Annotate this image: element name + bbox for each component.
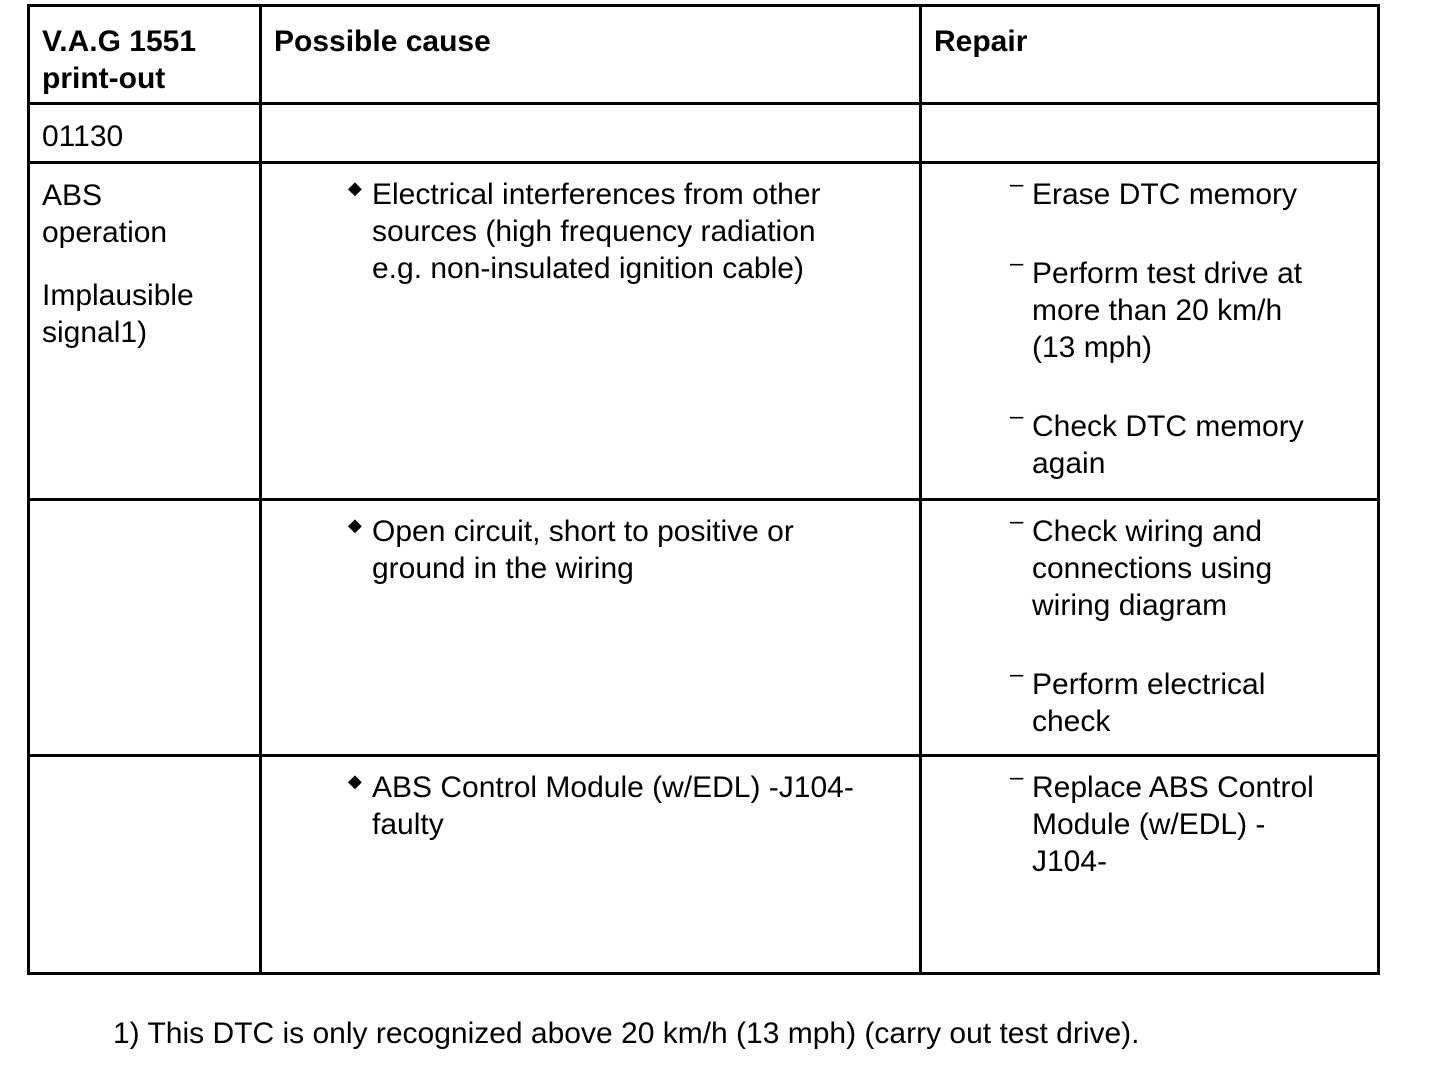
- dash-bullet-icon: –: [1010, 660, 1024, 688]
- diamond-bullet-icon: ◆: [348, 770, 362, 791]
- dtc-table: [27, 4, 1380, 975]
- header-repair-label: Repair: [934, 25, 1028, 58]
- table-row: [29, 163, 1379, 499]
- repair-step: [1010, 171, 1369, 213]
- header-printout-line: print-out: [42, 62, 166, 95]
- header-printout-line: V.A.G 1551: [42, 25, 196, 58]
- text-line: sources (high frequency radiation: [372, 215, 816, 249]
- cause-cell: [261, 755, 921, 973]
- code-cell: [29, 103, 261, 163]
- dash-bullet-icon: –: [1010, 507, 1024, 535]
- text-line: Erase DTC memory: [1032, 178, 1298, 212]
- header-repair: [921, 6, 1379, 104]
- text-line: Check wiring and: [1032, 514, 1263, 548]
- component-cell: [29, 163, 261, 499]
- text-line: J104-: [1032, 844, 1108, 878]
- text-line: wiring diagram: [1032, 588, 1228, 622]
- text-line: ABS Control Module (w/EDL) -J104-: [372, 770, 854, 804]
- text-line: again: [1032, 447, 1106, 481]
- repair-step: [1010, 507, 1369, 624]
- component-name: [42, 177, 247, 251]
- text-line: Implausible: [42, 279, 194, 313]
- text-line: Perform test drive at: [1032, 257, 1303, 291]
- repair-cell: [921, 163, 1379, 499]
- repair-step: [1010, 403, 1369, 482]
- text-line: Check DTC memory: [1032, 410, 1304, 444]
- text-line: operation: [42, 216, 168, 250]
- header-printout: [29, 6, 261, 104]
- table-row: [29, 499, 1379, 755]
- repair-step: [1010, 763, 1369, 880]
- text-line: e.g. non-insulated ignition cable): [372, 252, 804, 286]
- repair-step: [1010, 660, 1369, 740]
- footnote: 1) This DTC is only recognized above 20 km/h (13 mph) (carry out test drive).: [113, 1017, 1140, 1050]
- empty-cell: [29, 499, 261, 755]
- text-line: signal1): [42, 316, 148, 350]
- empty-cell: [261, 103, 921, 163]
- fault-type: [42, 277, 247, 351]
- diamond-bullet-icon: ◆: [348, 514, 362, 535]
- text-line: connections using: [1032, 551, 1273, 585]
- empty-cell: [29, 755, 261, 973]
- text-line: Perform electrical: [1032, 667, 1266, 701]
- repair-step: [1010, 250, 1369, 366]
- dash-bullet-icon: –: [1010, 250, 1024, 278]
- repair-cell: [921, 499, 1379, 755]
- repair-cell: [921, 755, 1379, 973]
- code-row: [29, 103, 1379, 163]
- cause-cell: [261, 163, 921, 499]
- text-line: ground in the wiring: [372, 551, 634, 585]
- header-cause-label: Possible cause: [274, 25, 491, 58]
- header-cause: [261, 6, 921, 104]
- text-line: (13 mph): [1032, 331, 1153, 365]
- dash-bullet-icon: –: [1010, 171, 1024, 199]
- table-row: [29, 755, 1379, 973]
- dtc-code: 01130: [42, 119, 124, 153]
- text-line: ABS: [42, 179, 103, 213]
- cause-cell: [261, 499, 921, 755]
- diamond-bullet-icon: ◆: [348, 178, 362, 199]
- text-line: Electrical interferences from other: [372, 178, 821, 212]
- header-row: [29, 6, 1379, 104]
- text-line: Open circuit, short to positive or: [372, 514, 794, 548]
- text-line: Replace ABS Control: [1032, 770, 1314, 804]
- empty-cell: [921, 103, 1379, 163]
- dash-bullet-icon: –: [1010, 403, 1024, 431]
- text-line: faulty: [372, 807, 444, 841]
- dash-bullet-icon: –: [1010, 763, 1024, 791]
- text-line: more than 20 km/h: [1032, 294, 1283, 328]
- text-line: Module (w/EDL) -: [1032, 807, 1266, 841]
- text-line: check: [1032, 704, 1111, 738]
